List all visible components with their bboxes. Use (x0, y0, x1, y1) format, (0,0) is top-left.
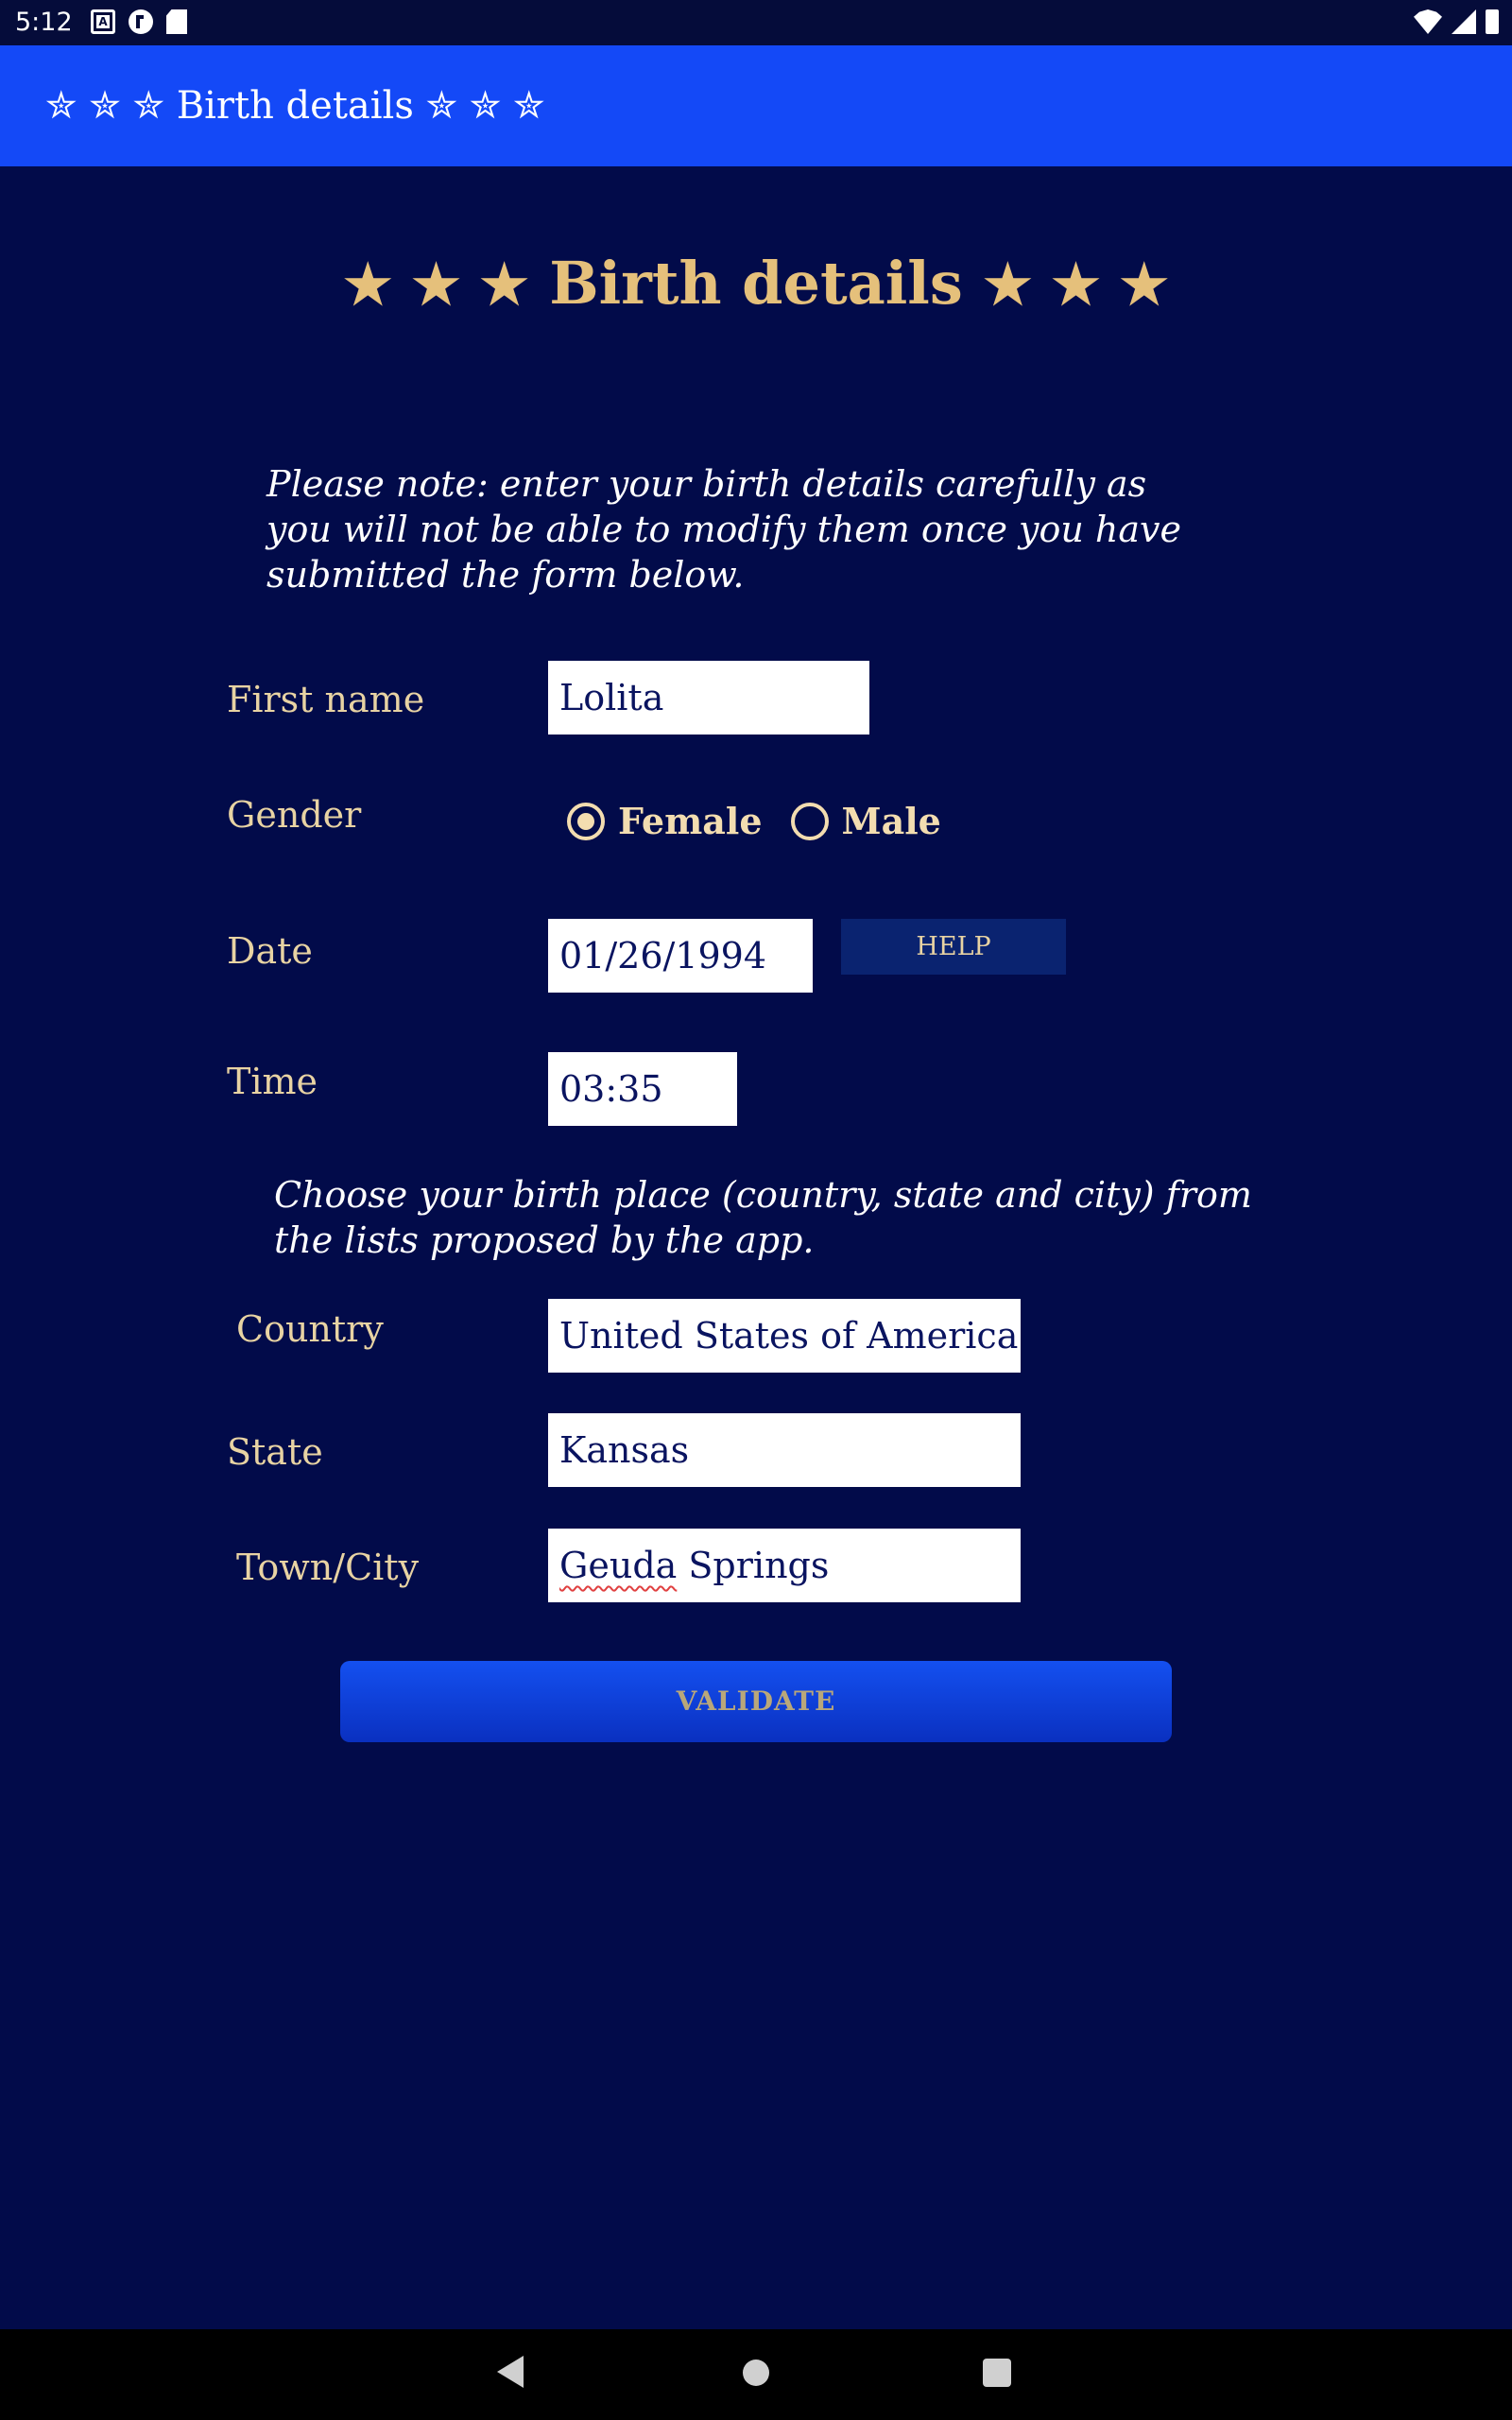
date-label: Date (227, 930, 313, 972)
signal-icon (1452, 9, 1476, 34)
battery-icon (1486, 9, 1499, 34)
gender-male-label[interactable]: Male (841, 800, 941, 842)
modify-warning-note: Please note: enter your birth details carefully as you will not be able to modify them once you have submitted the form below. (266, 463, 1182, 596)
status-system-icons (1414, 9, 1499, 34)
star-icons-left: ★ ★ ★ (343, 252, 529, 317)
time-input[interactable]: 03:35 (548, 1052, 737, 1126)
city-input[interactable] (548, 1529, 1021, 1602)
app-bar-title: ✮ ✮ ✮ Birth details ✮ ✮ ✮ (45, 84, 545, 128)
app-a-icon: A (91, 9, 115, 34)
city-misspelled-word: Geuda (559, 1545, 678, 1586)
system-nav-bar (0, 2329, 1512, 2420)
recents-icon[interactable] (983, 2359, 1011, 2387)
country-select[interactable]: United States of America (548, 1299, 1021, 1373)
state-label: State (227, 1431, 323, 1473)
gender-male-radio[interactable] (791, 803, 829, 840)
app-p-icon (129, 9, 153, 34)
validate-button[interactable]: VALIDATE (340, 1661, 1172, 1742)
city-remaining-text: Springs (677, 1545, 830, 1586)
back-icon[interactable] (497, 2356, 524, 2388)
star-icons-right: ★ ★ ★ (983, 252, 1169, 317)
wifi-icon (1414, 9, 1442, 34)
gender-radio-group (567, 800, 970, 842)
app-bar (0, 45, 1512, 166)
birth-place-hint: Choose your birth place (country, state and city) from the lists proposed by the app. (274, 1174, 1252, 1261)
date-input[interactable]: 01/26/1994 (548, 919, 813, 993)
gender-female-radio[interactable] (567, 803, 605, 840)
city-label: Town/City (236, 1547, 420, 1588)
home-icon[interactable] (743, 2360, 769, 2386)
gender-female-label[interactable]: Female (618, 800, 763, 842)
page-title (0, 248, 1512, 320)
time-label: Time (227, 1061, 318, 1102)
sd-card-icon (166, 9, 187, 34)
gender-label: Gender (227, 794, 362, 836)
status-time: 5:12 (15, 8, 73, 37)
help-button[interactable]: HELP (841, 919, 1066, 975)
status-notification-icons (91, 9, 187, 34)
page-title-text: Birth details (549, 249, 963, 318)
first-name-label: First name (227, 679, 425, 720)
first-name-input[interactable]: Lolita (548, 661, 869, 735)
country-label: Country (236, 1308, 384, 1350)
state-select[interactable]: Kansas (548, 1413, 1021, 1487)
status-bar (0, 0, 1512, 45)
